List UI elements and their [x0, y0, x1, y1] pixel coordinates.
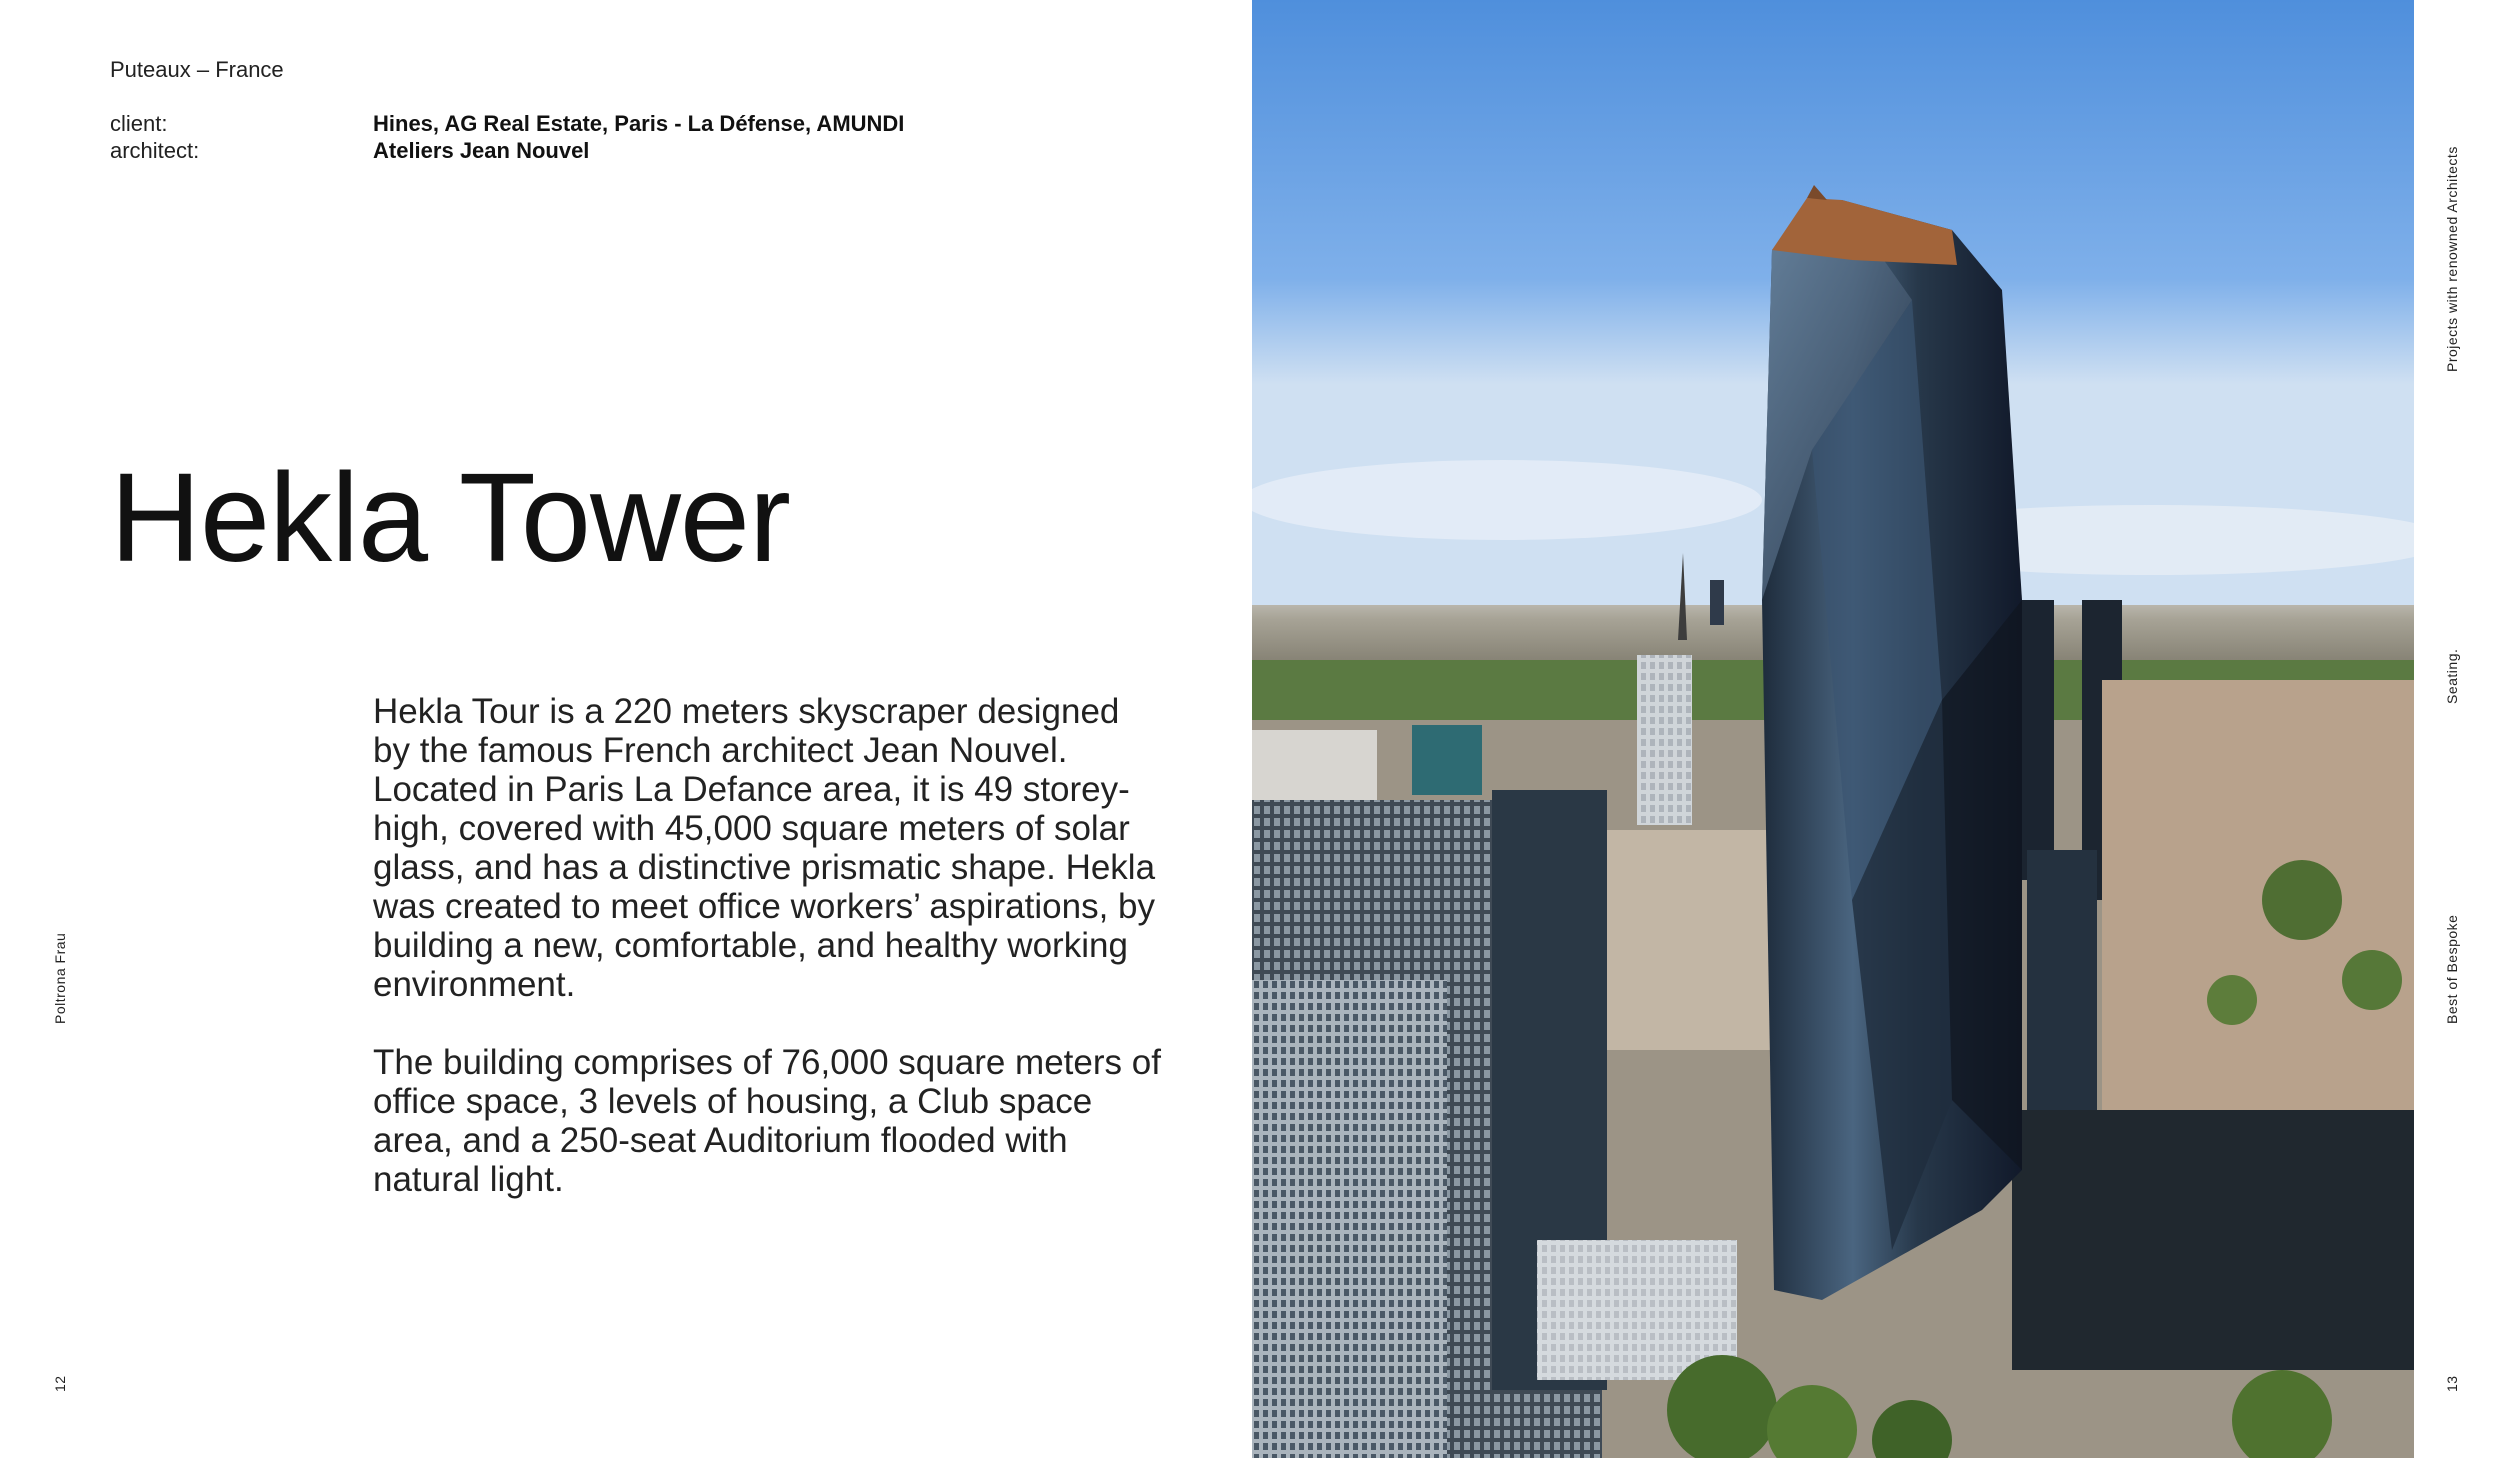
tower-photo [1252, 0, 2414, 1458]
section-label-seating: Seating. [2444, 648, 2460, 704]
page-number-left: 12 [52, 1375, 68, 1392]
meta-key: architect: [110, 138, 200, 163]
meta-value: Ateliers Jean Nouvel [373, 138, 590, 163]
tower-photo-svg [1252, 0, 2414, 1458]
section-label-projects: Projects with renowned Architects [2444, 146, 2460, 372]
project-meta [110, 110, 904, 164]
meta-row-architect [110, 137, 904, 164]
page-number-right: 13 [2444, 1375, 2460, 1392]
location-line: Puteaux – France [110, 57, 284, 82]
paragraph: The building comprises of 76,000 square meters of office space, 3 levels of housing, a Club space area, and a 250-seat Auditorium flooded with natural light. [373, 1043, 1161, 1199]
paragraph: Hekla Tour is a 220 meters skyscraper designed by the famous French architect Jean Nouvel. Located in Paris La Defance area, it is 49 storey-high, covered with 45,000 square meters of solar glass, and has a distinctive prismatic shape. Hekla was created to meet office workers’ aspirations, by building a new, comfortable, and healthy working environment. [373, 692, 1156, 1004]
brand-label: Poltrona Frau [52, 932, 68, 1024]
meta-value: Hines, AG Real Estate, Paris - La Défense, AMUNDI [373, 111, 905, 136]
page-title: Hekla Tower [110, 447, 790, 588]
meta-row-client [110, 110, 904, 137]
section-label-bespoke: Best of Bespoke [2444, 914, 2460, 1024]
meta-key: client: [110, 111, 168, 136]
article-body [373, 692, 1163, 1238]
